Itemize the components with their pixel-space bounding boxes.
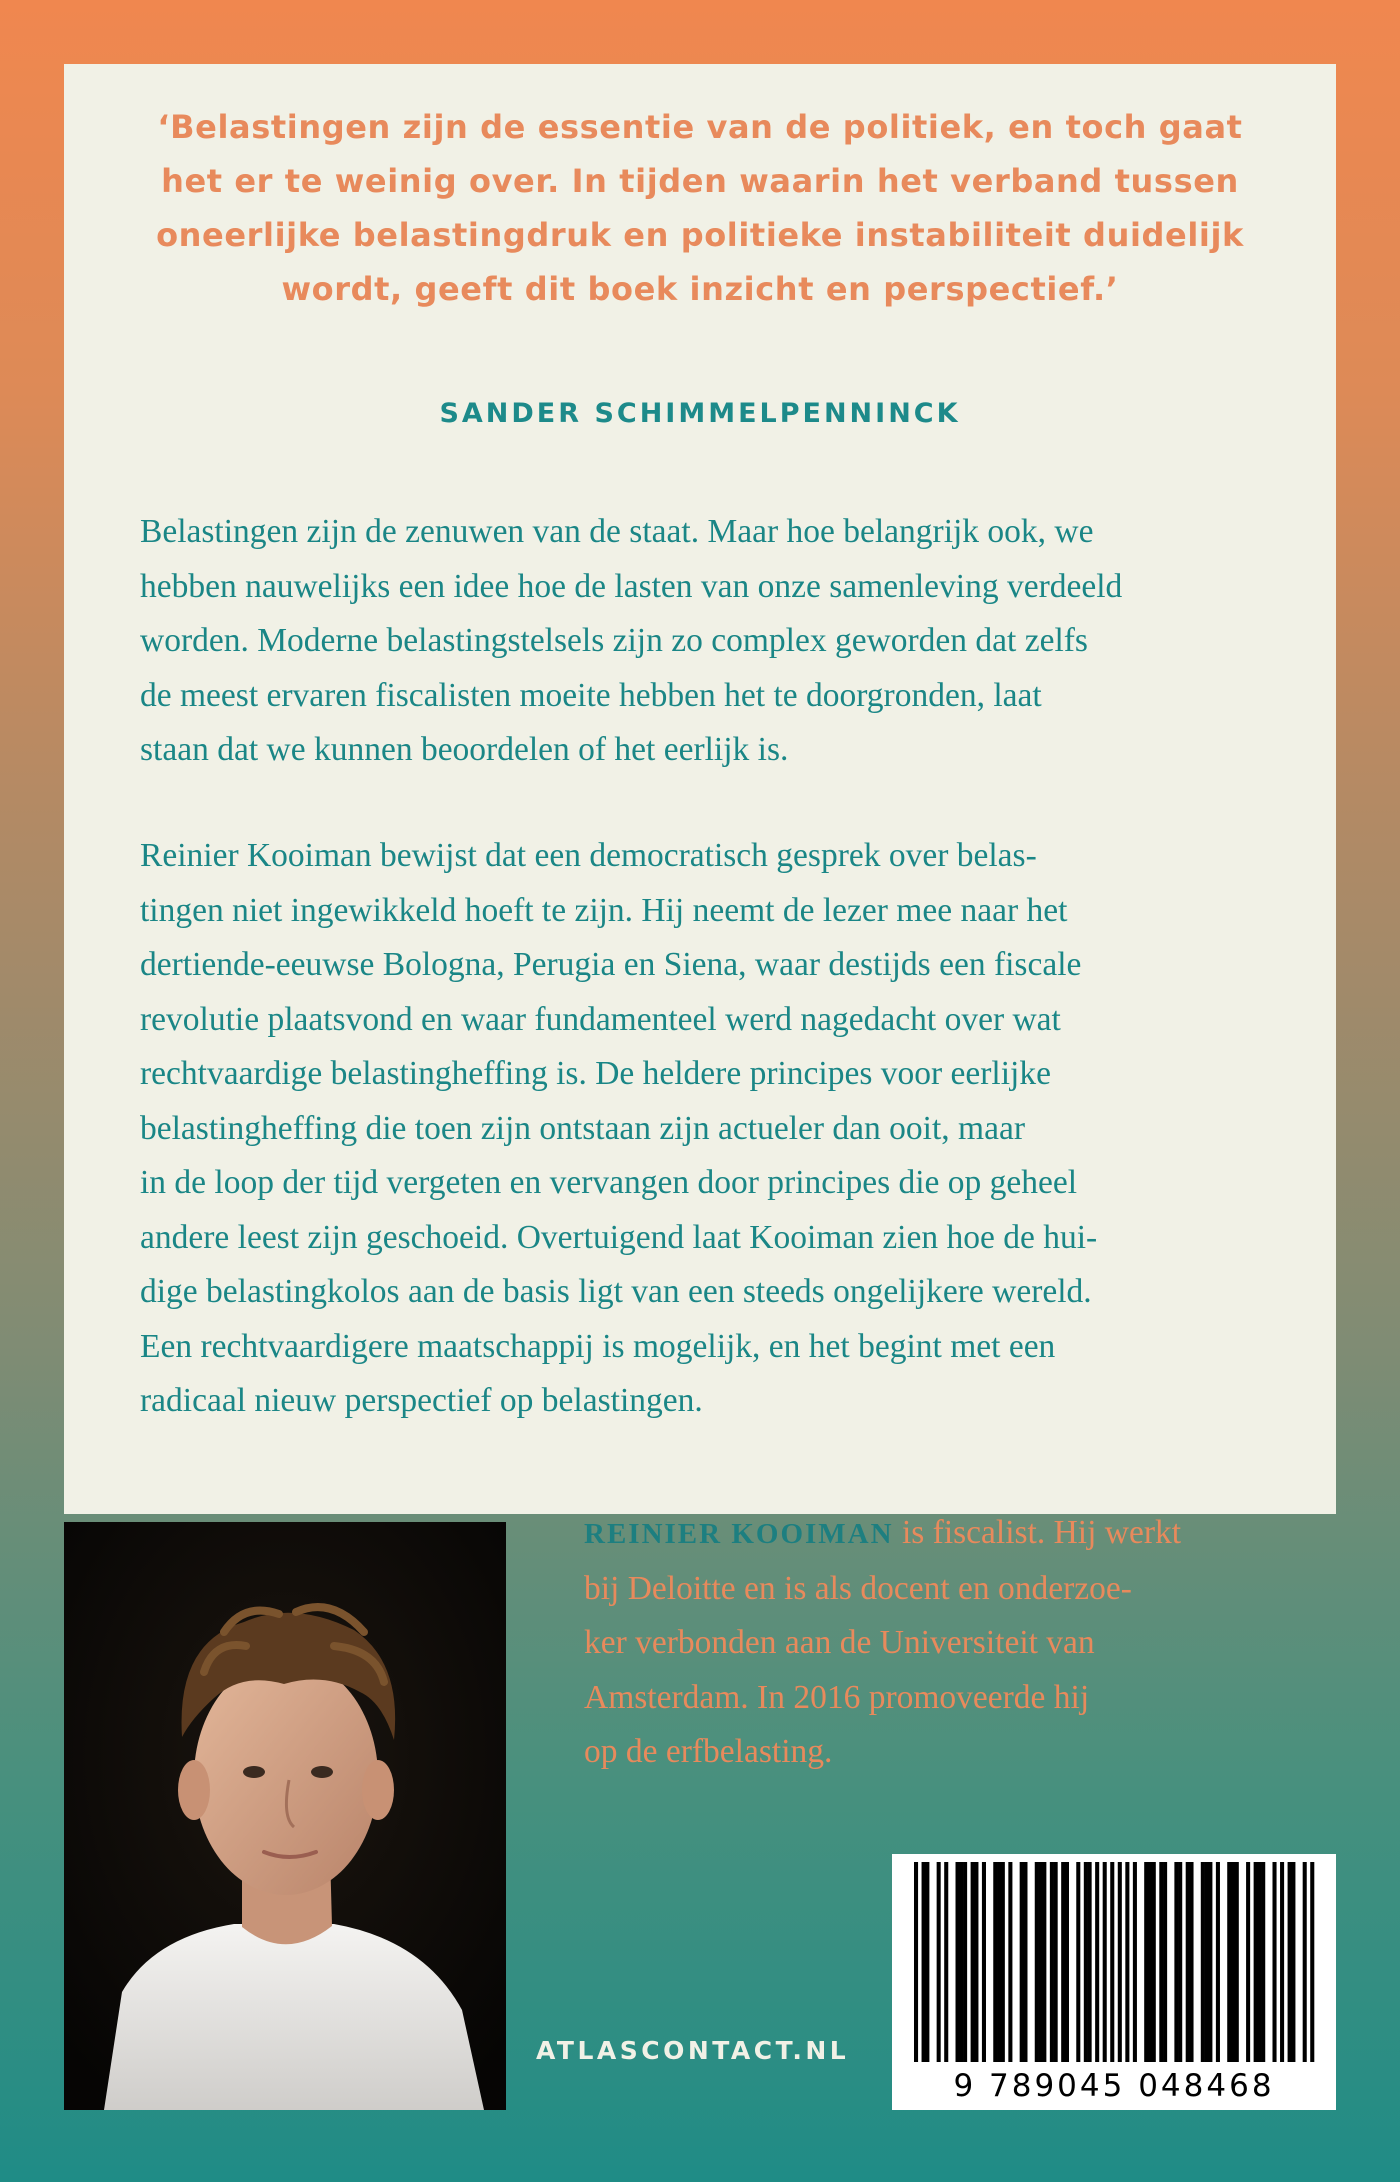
- author-portrait-illustration: [64, 1522, 506, 2110]
- barcode-bar: [1254, 1862, 1258, 2062]
- barcode-bar: [1110, 1862, 1114, 2062]
- barcode-bar: [944, 1862, 948, 2062]
- barcode-bar: [1133, 1862, 1137, 2062]
- barcode-bar: [1246, 1862, 1250, 2062]
- barcode-bar: [1257, 1862, 1261, 2062]
- barcode-bar: [1159, 1862, 1163, 2062]
- barcode-bar: [1035, 1862, 1039, 2062]
- barcode-bar: [1178, 1862, 1182, 2062]
- barcode-bar: [956, 1862, 960, 2062]
- blurb-paragraph-1: Belastingen zijn de zenuwen van de staat. Maar hoe belangrijk ook, we hebben nauwelijks een idee hoe de lasten van onze samenleving verdeeld worden. Moderne belastingstelsels zijn zo complex geworden dat zelfs de meest ervaren fiscalisten moeite hebben het te doorgronden, laat staan dat we kunnen beoordelen of het eerlijk is.: [140, 513, 1123, 768]
- barcode-bar: [1227, 1862, 1231, 2062]
- barcode-bar: [1076, 1862, 1080, 2062]
- barcode-bar: [914, 1862, 918, 2062]
- barcode-bar: [1189, 1862, 1193, 2062]
- barcode-bar: [1023, 1862, 1027, 2062]
- barcode-bar: [1054, 1862, 1058, 2062]
- barcode-bar: [1205, 1862, 1209, 2062]
- barcode-bar: [1148, 1862, 1152, 2062]
- barcode-bar: [1095, 1862, 1099, 2062]
- barcode-bar: [1065, 1862, 1069, 2062]
- barcode-bar: [974, 1862, 978, 2062]
- barcode-bar: [1084, 1862, 1088, 2062]
- barcode-bar: [1001, 1862, 1005, 2062]
- barcode-bar: [1118, 1862, 1122, 2062]
- barcode-bar: [1208, 1862, 1212, 2062]
- barcode-bar: [1303, 1862, 1307, 2062]
- author-bio: [584, 1506, 1284, 1780]
- barcode-bar: [1186, 1862, 1190, 2062]
- author-bio-text: is fiscalist. Hij werkt bij Deloitte en is als docent en onderzoe- ker verbonden aan de Universiteit van Amsterdam. In 2016 promoveerde hij op de erfbelasting.: [584, 1514, 1182, 1770]
- barcode-bars: [892, 1854, 1336, 2064]
- barcode-bar: [1216, 1862, 1220, 2062]
- isbn-barcode: [892, 1854, 1336, 2110]
- barcode-bar: [1144, 1862, 1148, 2062]
- endorsement-quote: ‘Belastingen zijn de essentie van de politiek, en toch gaat het er te weinig over. In tijden waarin het verband tussen oneerlijke belastingdruk en politieke instabiliteit duidelijk wordt, geeft dit boek inzicht en perspectief.’: [156, 108, 1244, 308]
- barcode-bar: [993, 1862, 997, 2062]
- barcode-bar: [937, 1862, 941, 2062]
- barcode-bar: [1042, 1862, 1046, 2062]
- barcode-bar: [963, 1862, 967, 2062]
- barcode-bar: [1152, 1862, 1156, 2062]
- barcode-bar: [1020, 1862, 1024, 2062]
- barcode-bar: [1201, 1862, 1205, 2062]
- barcode-bar: [1125, 1862, 1129, 2062]
- barcode-bar: [1039, 1862, 1043, 2062]
- barcode-bar: [1103, 1862, 1107, 2062]
- quote-author: SANDER SCHIMMELPENNINCK: [439, 398, 961, 429]
- barcode-bar: [1008, 1862, 1012, 2062]
- barcode-bar: [1050, 1862, 1054, 2062]
- barcode-bar: [982, 1862, 986, 2062]
- barcode-bar: [1235, 1862, 1239, 2062]
- author-name: REINIER KOOIMAN: [584, 1518, 894, 1550]
- barcode-bar: [1061, 1862, 1065, 2062]
- barcode-bar: [1280, 1862, 1284, 2062]
- blurb-paragraph-2: Reinier Kooiman bewijst dat een democratisch gesprek over belas- tingen niet ingewikkeld hoeft te zijn. Hij neemt de lezer mee naar het dertiende-eeuwse Bologna, Perugia en Siena, waar destijds een fiscale revolutie plaatsvond en waar fundamenteel werd nagedacht over wat rechtvaardige belastingheffing is. De heldere principes voor eerlijke belastingheffing die toen zijn ontstaan zijn actueler dan ooit, maar in de loop der tijd vergeten en vervangen door principes die op geheel andere leest zijn geschoeid. Overtuigend laat Kooiman zien hoe de hui- dige belastingkolos aan de basis ligt van een steeds ongelijkere wereld. Een rechtvaardigere maatschappij is mogelijk, en het begint met een radicaal nieuw perspectief op belastingen.: [140, 837, 1098, 1419]
- barcode-bar: [1291, 1862, 1295, 2062]
- barcode-bar: [925, 1862, 929, 2062]
- isbn-number: 9 789045 048468: [953, 2068, 1275, 2104]
- publisher-url: ATLASCONTACT.NL: [536, 2036, 850, 2065]
- barcode-bar: [1261, 1862, 1265, 2062]
- barcode-bar: [1310, 1862, 1314, 2062]
- barcode-bar: [1272, 1862, 1276, 2062]
- barcode-bar: [997, 1862, 1001, 2062]
- barcode-bar: [1174, 1862, 1178, 2062]
- barcode-bar: [922, 1862, 926, 2062]
- author-photo: [64, 1522, 506, 2110]
- barcode-bar: [1231, 1862, 1235, 2062]
- barcode-bar: [1163, 1862, 1167, 2062]
- barcode-bar: [959, 1862, 963, 2062]
- barcode-bar: [971, 1862, 975, 2062]
- barcode-bar: [1088, 1862, 1092, 2062]
- barcode-bar: [1288, 1862, 1292, 2062]
